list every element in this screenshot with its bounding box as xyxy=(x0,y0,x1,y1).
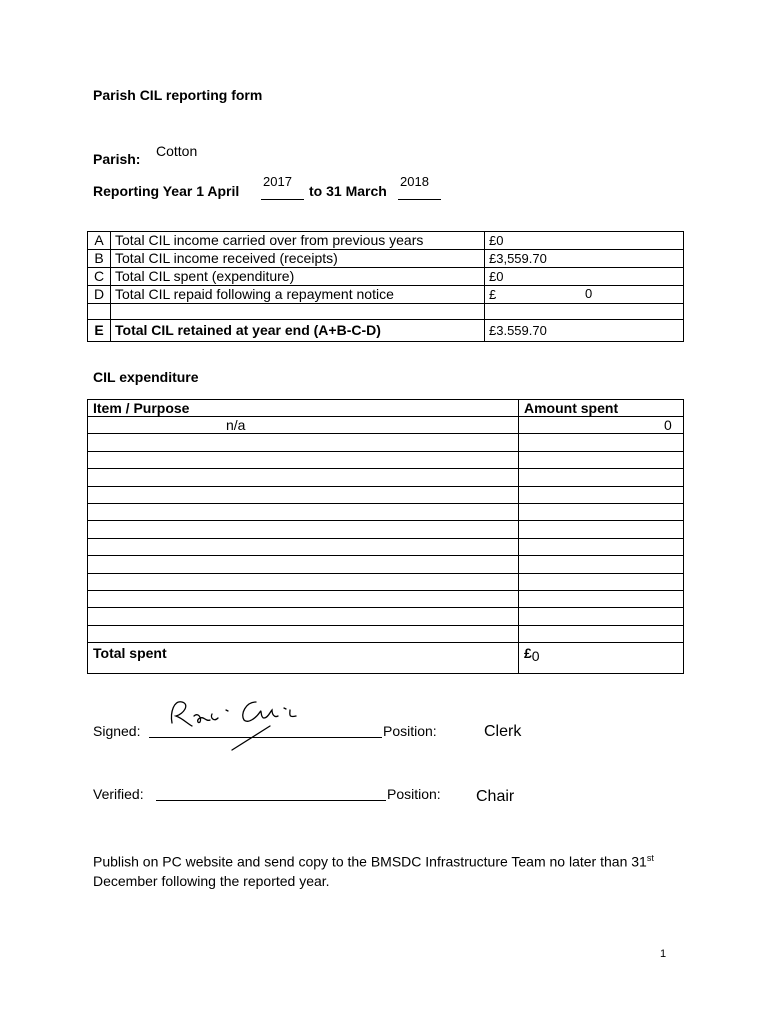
currency-symbol: £ xyxy=(489,323,497,338)
parish-value: Cotton xyxy=(156,143,198,159)
currency-symbol: £ xyxy=(489,269,497,284)
row-letter: E xyxy=(88,320,111,342)
expenditure-row xyxy=(88,538,684,555)
row-letter: B xyxy=(88,250,111,268)
row-description: Total CIL spent (expenditure) xyxy=(111,268,485,286)
reporting-year-start-line xyxy=(261,199,304,200)
instructions-text: Publish on PC website and send copy to the BMSDC Infrastructure Team no later than 31 xyxy=(93,853,647,870)
ordinal-suffix: st xyxy=(646,853,654,863)
currency-symbol: £ xyxy=(489,233,497,248)
verified-position-value: Chair xyxy=(476,788,515,805)
expenditure-row xyxy=(88,590,684,607)
verified-label: Verified: xyxy=(93,786,144,802)
expenditure-row xyxy=(88,503,684,520)
expenditure-row xyxy=(88,608,684,625)
expenditure-row xyxy=(88,451,684,468)
row-description: Total CIL retained at year end (A+B-C-D) xyxy=(111,320,485,342)
expenditure-row xyxy=(88,417,684,434)
form-title: Parish CIL reporting form xyxy=(93,87,263,103)
position-label: Position: xyxy=(387,786,441,802)
row-description: Total CIL repaid following a repayment notice xyxy=(111,286,485,304)
parish-label: Parish: xyxy=(93,151,141,167)
amount-value: 3,559.70 xyxy=(496,251,547,266)
row-letter: D xyxy=(88,286,111,304)
row-letter: C xyxy=(88,268,111,286)
summary-row-a xyxy=(88,232,684,250)
expenditure-total-row xyxy=(88,643,684,674)
item-purpose-header: Item / Purpose xyxy=(88,400,519,417)
summary-spacer-row xyxy=(88,304,684,320)
summary-row-b xyxy=(88,250,684,268)
currency-symbol: £ xyxy=(489,287,497,302)
amount-spent-cell: 0 xyxy=(519,417,684,434)
reporting-year-end-line xyxy=(398,199,441,200)
summary-row-e xyxy=(88,320,684,342)
expenditure-title: CIL expenditure xyxy=(93,369,199,385)
amount-value: 3.559.70 xyxy=(496,323,547,338)
position-label: Position: xyxy=(383,723,437,739)
amount-value: 0 xyxy=(585,286,593,301)
row-description: Total CIL income carried over from previous years xyxy=(111,232,485,250)
reporting-year-start: 2017 xyxy=(263,174,292,189)
signature-image xyxy=(160,688,310,753)
signed-position-value: Clerk xyxy=(484,723,522,740)
expenditure-table xyxy=(87,399,684,674)
reporting-year-end: 2018 xyxy=(400,174,429,189)
expenditure-row xyxy=(88,434,684,451)
expenditure-row xyxy=(88,556,684,573)
page-number: 1 xyxy=(660,948,667,960)
row-amount xyxy=(485,268,684,286)
reporting-year-middle: to 31 March xyxy=(309,183,387,199)
row-amount xyxy=(485,286,684,304)
cil-summary-table xyxy=(87,231,684,342)
expenditure-row xyxy=(88,469,684,486)
currency-symbol: £ xyxy=(524,645,532,662)
amount-value: 0 xyxy=(496,233,504,248)
instructions-text-end: December following the reported year. xyxy=(93,872,330,889)
amount-spent-header: Amount spent xyxy=(519,400,684,417)
verified-line xyxy=(156,800,386,801)
signed-label: Signed: xyxy=(93,723,141,739)
row-amount xyxy=(485,232,684,250)
publish-instructions xyxy=(93,849,693,891)
row-amount xyxy=(485,250,684,268)
expenditure-row xyxy=(88,521,684,538)
expenditure-row xyxy=(88,486,684,503)
expenditure-header-row xyxy=(88,400,684,417)
expenditure-row xyxy=(88,573,684,590)
amount-value: 0 xyxy=(496,269,504,284)
row-description: Total CIL income received (receipts) xyxy=(111,250,485,268)
total-spent-value: 0 xyxy=(531,648,540,665)
reporting-year-prefix: Reporting Year 1 April xyxy=(93,183,240,199)
row-amount xyxy=(485,320,684,342)
total-spent-label: Total spent xyxy=(88,643,519,674)
total-spent-amount xyxy=(519,643,684,674)
summary-row-d xyxy=(88,286,684,304)
summary-row-c xyxy=(88,268,684,286)
row-letter: A xyxy=(88,232,111,250)
currency-symbol: £ xyxy=(489,251,497,266)
item-purpose-cell: n/a xyxy=(88,417,519,434)
expenditure-row xyxy=(88,625,684,642)
